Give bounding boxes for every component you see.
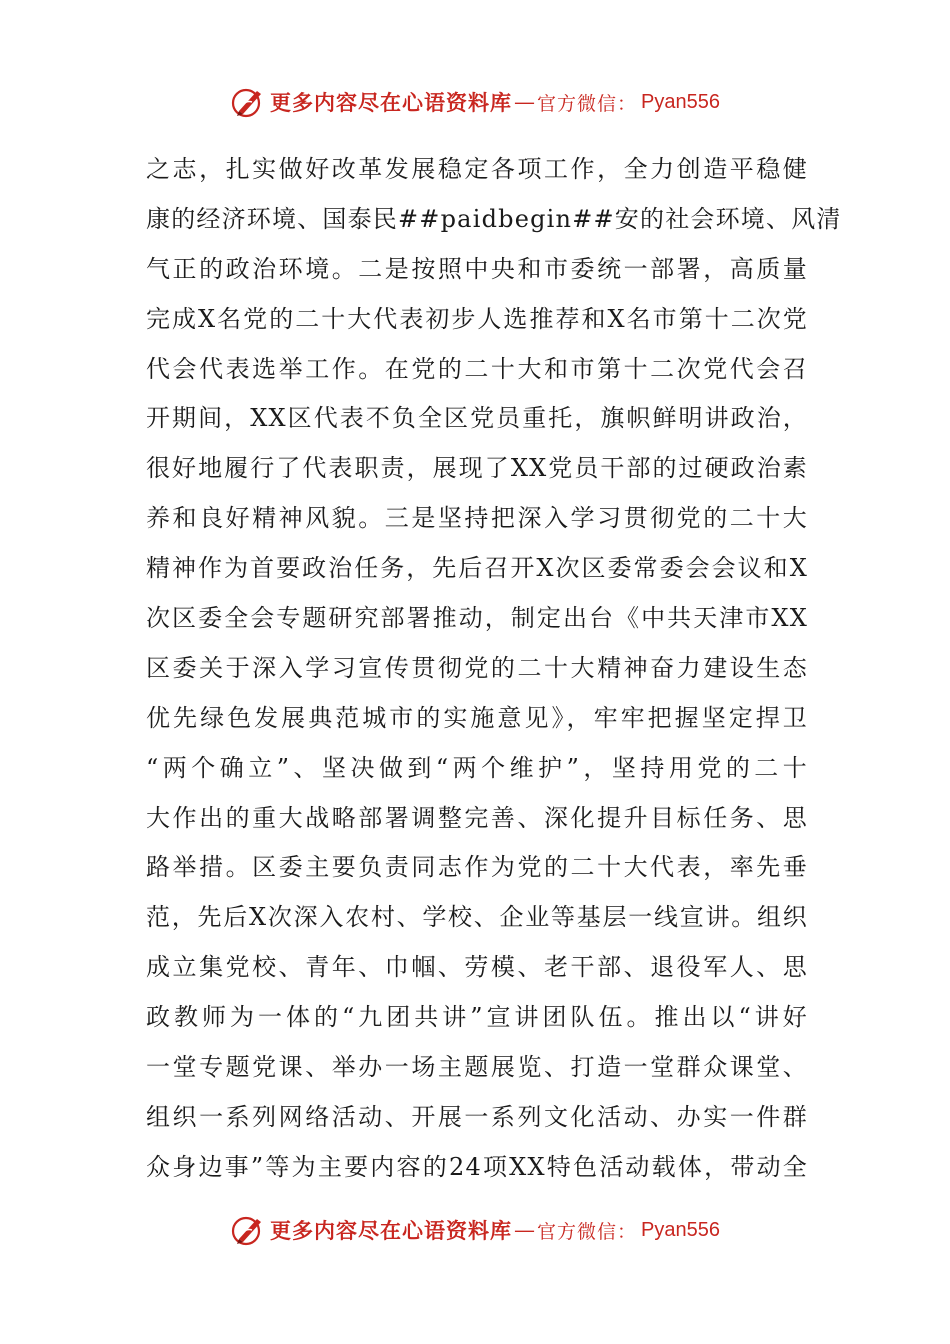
body-line: 组织一系列网络活动、开展一系列文化活动、办实一件群 xyxy=(146,1102,808,1131)
body-line: 精神作为首要政治任务，先后召开X次区委常委会会议和X xyxy=(146,554,808,583)
footer-separator: — xyxy=(514,1218,535,1242)
pen-logo-icon xyxy=(230,84,266,120)
body-line: 代会代表选举工作。在党的二十大和市第十二次党代会召 xyxy=(146,354,808,383)
body-line: 路举措。区委主要负责同志作为党的二十大代表，率先垂 xyxy=(146,853,808,882)
header-wechat-id: Pyan556 xyxy=(641,90,720,113)
footer-banner xyxy=(0,1210,950,1250)
document-body xyxy=(146,145,842,1193)
body-line: 康的经济环境、国泰民##paidbegin##安的社会环境、风清 xyxy=(146,204,842,233)
body-line: 成立集党校、青年、巾帼、劳模、老干部、退役军人、思 xyxy=(146,953,808,982)
body-line: “两个确立”、坚决做到“两个维护”，坚持用党的二十 xyxy=(146,753,808,782)
body-line: 优先绿色发展典范城市的实施意见》，牢牢把握坚定捍卫 xyxy=(146,703,808,732)
body-line: 之志，扎实做好改革发展稳定各项工作，全力创造平稳健 xyxy=(146,155,808,183)
body-line: 很好地履行了代表职责，展现了XX党员干部的过硬政治素 xyxy=(146,454,808,483)
body-line: 养和良好精神风貌。三是坚持把深入学习贯彻党的二十大 xyxy=(146,504,808,533)
body-line: 区委关于深入学习宣传贯彻党的二十大精神奋力建设生态 xyxy=(146,653,808,682)
footer-wechat-label: 官方微信： xyxy=(537,1220,638,1243)
body-line: 一堂专题党课、举办一场主题展览、打造一堂群众课堂、 xyxy=(146,1053,808,1082)
body-line: 范，先后X次深入农村、学校、企业等基层一线宣讲。组织 xyxy=(146,903,808,932)
header-banner xyxy=(0,82,950,122)
pen-logo-icon xyxy=(230,1212,266,1248)
body-line: 开期间，XX区代表不负全区党员重托，旗帜鲜明讲政治， xyxy=(146,404,808,433)
header-separator: — xyxy=(514,90,535,114)
header-site-label: 更多内容尽在心语资料库 xyxy=(270,90,512,115)
body-line: 次区委全会专题研究部署推动，制定出台《中共天津市XX xyxy=(146,604,808,633)
footer-site-label: 更多内容尽在心语资料库 xyxy=(270,1218,512,1243)
footer-wechat-id: Pyan556 xyxy=(641,1218,720,1241)
body-line: 众身边事”等为主要内容的24项XX特色活动载体，带动全 xyxy=(146,1152,808,1181)
header-wechat-label: 官方微信： xyxy=(537,92,638,115)
body-line: 大作出的重大战略部署调整完善、深化提升目标任务、思 xyxy=(146,803,808,832)
body-line: 气正的政治环境。二是按照中央和市委统一部署，高质量 xyxy=(146,254,808,283)
body-line: 完成X名党的二十大代表初步人选推荐和X名市第十二次党 xyxy=(146,304,808,333)
body-line: 政教师为一体的“九团共讲”宣讲团队伍。推出以“讲好 xyxy=(146,1003,808,1032)
